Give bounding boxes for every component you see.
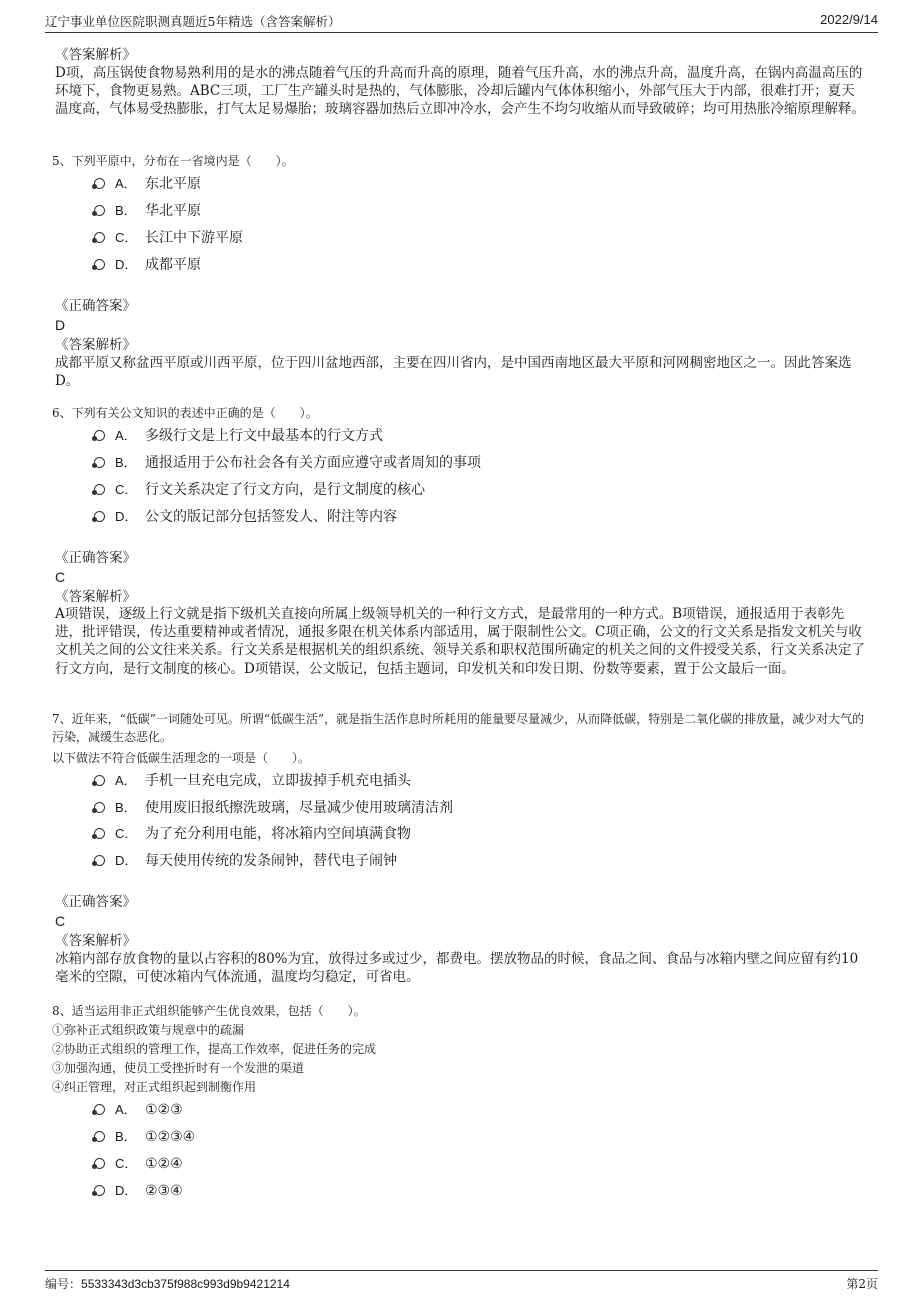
radio-icon (94, 178, 105, 189)
radio-icon (94, 1131, 105, 1142)
q8-option-d[interactable]: D． ②③④ (94, 1180, 183, 1202)
q6-option-a[interactable]: A． 多级行文是上行文中最基本的行文方式 (94, 425, 383, 447)
radio-icon (94, 457, 105, 468)
q5-answer: D (55, 317, 66, 333)
q7-correct-label: 《正确答案》 (55, 894, 136, 910)
radio-icon (94, 828, 105, 839)
page-header (45, 10, 878, 33)
q4-analysis: D项，高压锅使食物易熟利用的是水的沸点随着气压的升高而升高的原理，随着气压升高，水的沸点升高，温度升高，在锅内高温高压的环境下，食物更易熟。ABC三项，工厂生产罐头时是热的，气体膨胀，冷却后罐内气体体积缩小，外部气压大于内部，很难打开；夏天温度高，气体易受热膨胀，打气太足易爆胎；玻璃容器加热后立即冲冷水，会产生不均匀收缩从而导致破碎；均可用热胀冷缩原理解释。 (55, 65, 865, 118)
q5-option-c[interactable]: C． 长江中下游平原 (94, 227, 243, 249)
radio-icon (94, 775, 105, 786)
doc-code: 5533343d3cb375f988c993d9b9421214 (81, 1277, 290, 1291)
q8-item: ②协助正式组织的管理工作，提高工作效率，促进任务的完成 (52, 1042, 377, 1056)
q6-analysis: A项错误，逐级上行文就是指下级机关直接向所属上级领导机关的一种行文方式，是最常用的一种方式。B项错误，通报适用于表彰先进，批评错误，传达重要精神或者情况，通报多限在机关体系内部适用，属于限制性公文。C项正确，公文的行文关系是指发文机关与收文机关之间的公文往来关系。行文关系是根据机关的组织系统、领导关系和职权范围所确定的机关之间的文件授受关系，行文关系决定了行文方向，是行文制度的核心。D项错误，公文版记，包括主题词，印发机关和印发日期、份数等要素，置于公文最后一面。 (55, 606, 865, 677)
q6-option-c[interactable]: C． 行文关系决定了行文方向，是行文制度的核心 (94, 479, 425, 501)
q7-option-b[interactable]: B． 使用废旧报纸擦洗玻璃，尽量减少使用玻璃清洁剂 (94, 797, 453, 819)
q7-stem: 7、近年来，“低碳”一词随处可见。所谓“低碳生活”，就是指生活作息时所耗用的能量要尽量减少，从而降低碳，特别是二氧化碳的排放量，减少对大气的污染，减缓生态恶化。 (52, 712, 865, 744)
q7-option-c[interactable]: C． 为了充分利用电能，将冰箱内空间填满食物 (94, 823, 411, 845)
q6-stem: 6、下列有关公文知识的表述中正确的是（ ）。 (52, 406, 318, 420)
q6-answer: C (55, 569, 66, 585)
q8-option-a[interactable]: A． ①②③ (94, 1099, 183, 1121)
radio-icon (94, 430, 105, 441)
radio-icon (94, 232, 105, 243)
radio-icon (94, 1158, 105, 1169)
page-number: 第2页 (846, 1277, 878, 1291)
q5-analysis-label: 《答案解析》 (55, 337, 136, 353)
page-footer (45, 1270, 878, 1295)
document-title: 辽宁事业单位医院职测真题近5年精选（含答案解析） (45, 14, 341, 29)
radio-icon (94, 259, 105, 270)
q8-item: ①弥补正式组织政策与规章中的疏漏 (52, 1023, 245, 1037)
q5-analysis: 成都平原又称盆西平原或川西平原，位于四川盆地西部，主要在四川省内，是中国西南地区最大平原和河网稠密地区之一。因此答案选D。 (55, 355, 852, 390)
q8-option-b[interactable]: B． ①②③④ (94, 1126, 195, 1148)
radio-icon (94, 205, 105, 216)
radio-icon (94, 1185, 105, 1196)
q6-correct-label: 《正确答案》 (55, 550, 136, 566)
q7-stem-question: 以下做法不符合低碳生活理念的一项是（ ）。 (52, 751, 311, 765)
q5-option-d[interactable]: D． 成都平原 (94, 254, 201, 276)
q7-analysis: 冰箱内部存放食物的量以占容积的80%为宜，放得过多或过少，都费电。摆放物品的时候，食品之间、食品与冰箱内壁之间应留有约10毫米的空隙，可使冰箱内气体流通，温度均匀稳定，可省电。 (55, 951, 859, 986)
q5-correct-label: 《正确答案》 (55, 298, 136, 314)
q5-option-a[interactable]: A． 东北平原 (94, 173, 201, 195)
q6-option-b[interactable]: B． 通报适用于公布社会各有关方面应遵守或者周知的事项 (94, 452, 481, 474)
document-date: 2022/9/14 (820, 12, 878, 27)
q6-option-d[interactable]: D． 公文的版记部分包括签发人、附注等内容 (94, 506, 397, 528)
radio-icon (94, 802, 105, 813)
radio-icon (94, 1104, 105, 1115)
q8-item: ③加强沟通，使员工受挫折时有一个发泄的渠道 (52, 1061, 305, 1075)
q7-option-d[interactable]: D． 每天使用传统的发条闹钟，替代电子闹钟 (94, 850, 397, 872)
radio-icon (94, 855, 105, 866)
radio-icon (94, 484, 105, 495)
q6-analysis-label: 《答案解析》 (55, 589, 136, 605)
q8-stem: 8、适当运用非正式组织能够产生优良效果，包括（ ）。 (52, 1004, 366, 1018)
doc-code-label: 编号： (45, 1277, 82, 1291)
q5-stem: 5、下列平原中，分布在一省境内是（ ）。 (52, 154, 294, 168)
q4-analysis-label: 《答案解析》 (55, 47, 136, 63)
q8-item: ④纠正管理，对正式组织起到制衡作用 (52, 1080, 257, 1094)
q8-option-c[interactable]: C． ①②④ (94, 1153, 183, 1175)
radio-icon (94, 511, 105, 522)
q7-answer: C (55, 913, 66, 929)
q5-option-b[interactable]: B． 华北平原 (94, 200, 201, 222)
q7-option-a[interactable]: A． 手机一旦充电完成，立即拔掉手机充电插头 (94, 770, 411, 792)
q7-analysis-label: 《答案解析》 (55, 933, 136, 949)
